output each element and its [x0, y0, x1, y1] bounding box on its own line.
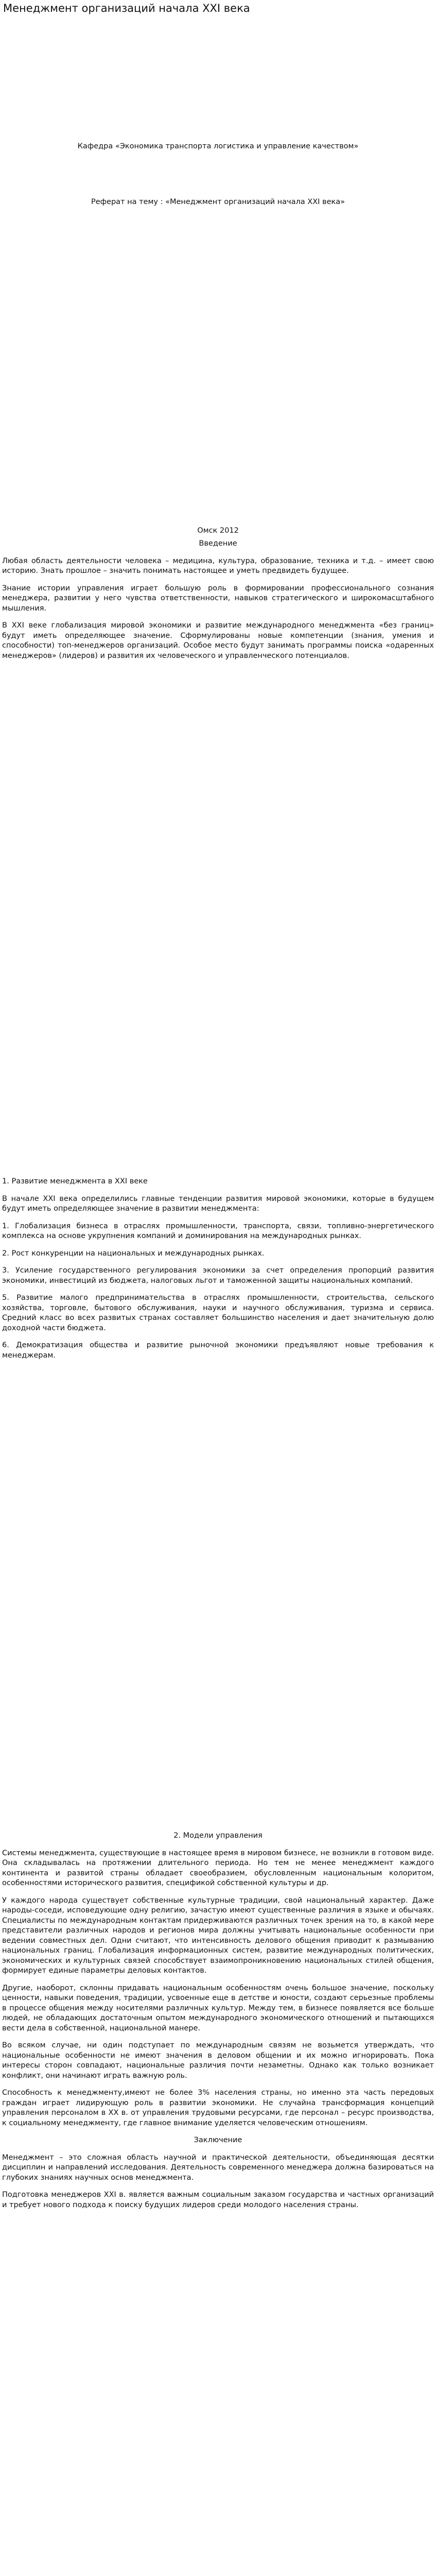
essay-title: Реферат на тему : «Менеджмент организаций начала XXI века»: [91, 198, 345, 206]
section-1-paragraph: 2. Рост конкуренции на национальных и международных рынках.: [2, 1249, 265, 1258]
section-2-paragraph: У каждого народа существует собственные культурные традиции, свой национальный характер. Даже народы-соседи, исповедующие одну религию, зачастую имеют существенные различия в языке и обычаях. Специалисты по международным контактам придерживаются различных точек зрения на то, в какой мере представители различных народов и регионов мира должны учитывать национальные особенности при ведении совместных дел. Одни считают, что интенсивность делового общения приводит к размыванию национальных границ. Глобализация информационных систем, развитие международных политических, экономических и культурных связей способствует взаимопроникновению национальных стилей общения, формирует единые параметры деловых контактов.: [2, 1896, 434, 1975]
intro-heading: Введение: [199, 539, 237, 548]
conclusion-paragraph: Подготовка менеджеров XXI в. является важным социальным заказом государства и частных организаций и требует нового подхода к поиску будущих лидеров среди молодого населения страны.: [2, 2191, 434, 2209]
section-2-paragraph: Системы менеджмента, существующие в настоящее время в мировом бизнесе, не возникли в готовом виде. Она складывалась на протяжении длительного периода. Но тем не менее менеджмент каждого континента и развитой страны обладает своеобразием, обусловленным национальным колоритом, особенностями исторического развития, спецификой собственной культуры и др.: [2, 1849, 434, 1887]
department-name: Кафедра «Экономика транспорта логистика и управление качеством»: [77, 142, 359, 150]
section-1-paragraph: 1. Глобализация бизнеса в отраслях промышленности, транспорта, связи, топливно-энергетического комплекса на основе укрупнения компаний и доминирования на международных рынках.: [2, 1222, 434, 1240]
section-2: [2, 1831, 434, 2217]
section-2-paragraph: Способность к менеджменту,имеют не более 3% населения страны, но именно эта часть передовых граждан играет лидирующую роль в развитии экономики. Не случайна трансформация концепций управления персоналом в XX в. от управления трудовыми ресурсами, где персонал – ресурс производства, к социальному менеджменту, где главное внимание уделяется человеческим отношениям.: [2, 2089, 434, 2127]
conclusion-paragraph: Менеджмент – это сложная область научной и практической деятельности, объединяющая десятки дисциплин и направлений исследования. Деятельность современного менеджера должна базироваться на глубоких знаниях научных основ менеджмента.: [2, 2153, 434, 2182]
section-1-heading: 1. Развитие менеджмента в XXI веке: [2, 1177, 148, 1185]
page-title: Менеджмент организаций начала XXI века: [3, 2, 250, 14]
section-1-paragraph: В начале XXI века определились главные тенденции развития мировой экономики, которые в будущем будут иметь определяющее значение в развитии менеджмента:: [2, 1194, 434, 1213]
intro-paragraph: В XXI веке глобализация мировой экономики и развитие международного менеджмента «без границ» будут иметь определяющее значение. Сформулированы новые компетенции (знания, умения и способности) топ-менеджеров организаций. Особое место будут занимать программы поиска «одаренных менеджеров» (лидеров) и развития их человеческого и управленческого потенциалов.: [2, 621, 434, 660]
city-year: Омск 2012: [197, 527, 239, 535]
intro-paragraph: Любая область деятельности человека – медицина, культура, образование, техника и т.д. – имеет свою историю. Знать прошлое – значить понимать настоящее и уметь предвидеть будущее.: [2, 556, 434, 575]
section-2-paragraph: Во всяком случае, ни один подступает по международным связям не возьмется утверждать, что национальные особенности не имеют значения в деловом общении и их можно игнорировать. Пока интересы сторон совпадают, национальные различия почти незаметны. Однако как только возникает конфликт, они начинают играть важную роль.: [2, 2041, 434, 2080]
section-1-paragraph: 3. Усиление государственного регулирования экономики за счет определения пропорций развития экономики, инвестиций из бюджета, налоговых льгот и таможенной защиты национальных компаний.: [2, 1266, 434, 1285]
section-2-paragraph: Другие, наоборот, склонны придавать национальным особенностям очень большое значение, поскольку ценности, навыки поведения, традиции, усвоенные еще в детстве и юности, создают серьезные проблемы в процессе общения между носителями различных культур. Между тем, в бизнесе появляется все больше людей, не обладающих достаточным опытом международного экономического отношений и пытающихся вести дела в собственной, национальной манере.: [2, 1984, 434, 2032]
intro-paragraph: Знание истории управления играет большую роль в формировании профессионального сознания менеджера, развитии у него чувства ответственности, навыков стратегического и широкомасштабного мышления.: [2, 584, 434, 613]
intro-section: [2, 539, 434, 668]
section-1-paragraph: 6. Демократизация общества и развитие рыночной экономики предъявляют новые требования к менеджерам.: [2, 1341, 434, 1360]
section-2-heading: 2. Модели управления: [173, 1832, 263, 1840]
conclusion-heading: Заключение: [194, 2136, 242, 2144]
section-1: [2, 1177, 434, 1368]
section-1-paragraph: 5. Развитие малого предпринимательства в отраслях промышленности, строительства, сельского хозяйства, торговле, бытового обслуживания, науки и научного обслуживания, туризма и сервиса. Средний класс во всех развитых странах составляет большинство населения и дает значительную долю доходной части бюджета.: [2, 1294, 434, 1332]
